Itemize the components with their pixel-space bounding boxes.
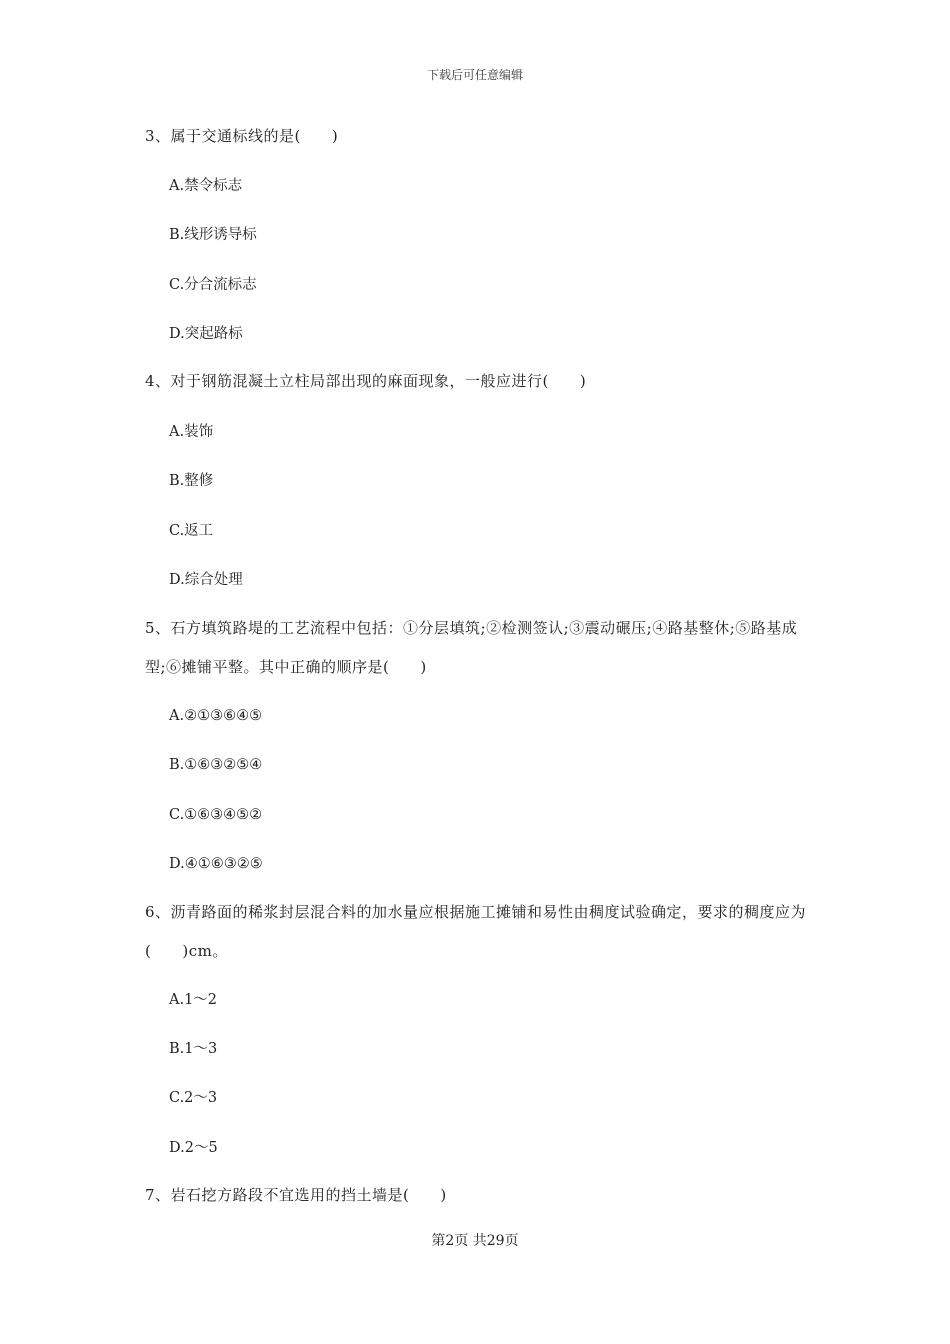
page-header: 下载后可任意编辑 bbox=[426, 68, 523, 82]
question-3-stem: 3、属于交通标线的是( ) bbox=[145, 127, 339, 145]
page-footer: 第2页 共29页 bbox=[431, 1233, 519, 1249]
question-6-option-c: C.2～3 bbox=[169, 1090, 218, 1106]
question-5-option-c: C.①⑥③④⑤② bbox=[169, 807, 263, 823]
question-6-option-a: A.1～2 bbox=[169, 992, 218, 1008]
question-5-stem: 5、石方填筑路堤的工艺流程中包括：①分层填筑;②检测签认;③震动碾压;④路基整休;⑤路基成型;⑥摊铺平整。其中正确的顺序是( ) bbox=[145, 619, 798, 676]
question-6-option-d: D.2～5 bbox=[169, 1140, 218, 1156]
question-6-option-b: B.1～3 bbox=[169, 1041, 218, 1057]
question-4-option-c: C.返工 bbox=[169, 523, 214, 539]
question-5-option-b: B.①⑥③②⑤④ bbox=[169, 757, 263, 773]
question-4-option-b: B.整修 bbox=[169, 473, 214, 489]
question-3-option-b: B.线形诱导标 bbox=[169, 227, 257, 243]
question-4-stem: 4、对于钢筋混凝土立柱局部出现的麻面现象，一般应进行( ) bbox=[145, 372, 587, 390]
question-3-option-c: C.分合流标志 bbox=[169, 277, 257, 293]
question-3-option-a: A.禁令标志 bbox=[169, 178, 243, 194]
question-3-option-d: D.突起路标 bbox=[169, 326, 243, 342]
question-4-option-a: A.装饰 bbox=[169, 424, 214, 440]
question-5-option-a: A.②①③⑥④⑤ bbox=[169, 708, 263, 724]
question-7-stem: 7、岩石挖方路段不宜选用的挡土墙是( ) bbox=[145, 1186, 447, 1204]
question-4-option-d: D.综合处理 bbox=[169, 572, 243, 588]
question-5-option-d: D.④①⑥③②⑤ bbox=[169, 856, 263, 872]
question-6-stem: 6、沥青路面的稀浆封层混合料的加水量应根据施工摊铺和易性由稠度试验确定，要求的稠度应为( )cm。 bbox=[145, 903, 807, 960]
